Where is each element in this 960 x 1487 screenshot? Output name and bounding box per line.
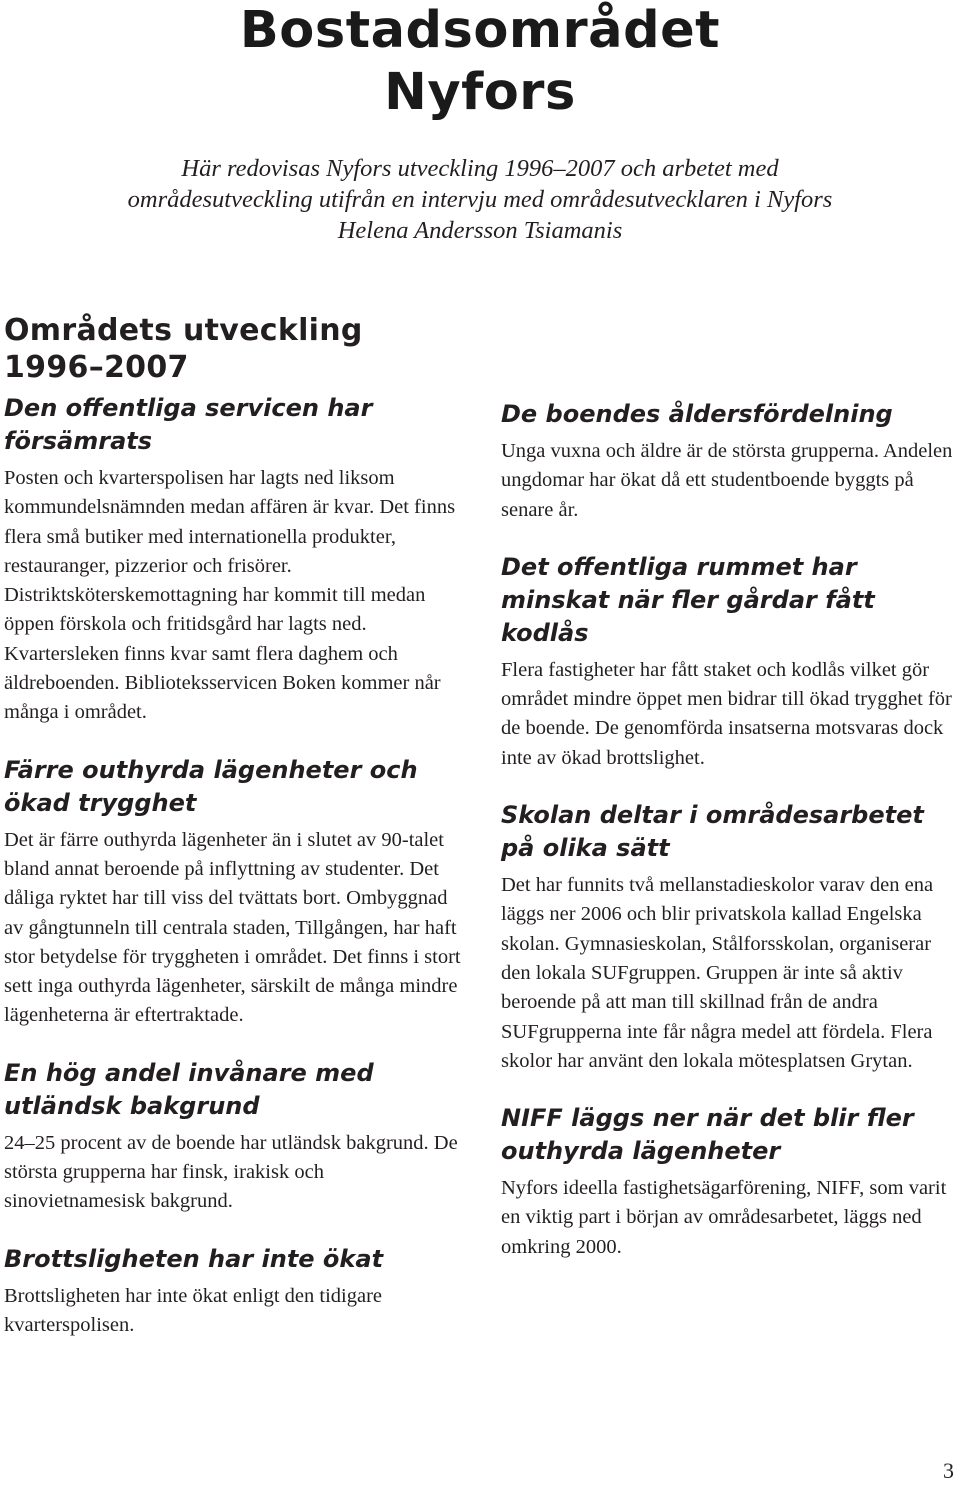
page-title-line-1: Bostadsområdet — [239, 1, 721, 60]
section-public-service — [4, 392, 470, 728]
page-title — [0, 0, 960, 124]
section-text: Brottsligheten har inte ökat enligt den tidigare kvarterspolisen. — [4, 1284, 383, 1336]
section-crime — [4, 1243, 470, 1341]
section-text: Unga vuxna och äldre är de största grupperna. Andelen ungdomar har ökat då ett studentboende byggts på senare år. — [501, 440, 953, 521]
section-text: Det är färre outhyrda lägenheter än i slutet av 90-talet bland annat beroende på inflyttning av studenter. Det dåliga ryktet har till viss del tvättats bort. Ombyggnad av gångtunneln till centrala staden, Tillgången, har haft stor betydelse för tryggheten i området. Det finns i stort sett inga outhyrda lägenheter, särskilt de många mindre lägenheterna är eftertraktade. — [4, 828, 461, 1027]
section-foreign-background — [4, 1057, 470, 1217]
section-heading: Det offentliga rummet har minskat när fler gårdar fått kodlås — [501, 552, 875, 647]
section-public-space — [501, 551, 957, 773]
intro-paragraph: Här redovisas Nyfors utveckling 1996–2007 och arbetet med områdesutveckling utifrån en intervju med områdesutvecklaren i Nyfors Helena Andersson Tsiamanis — [127, 155, 833, 244]
page-number: 3 — [943, 1458, 954, 1483]
section-heading: En hög andel invånare med utländsk bakgrund — [4, 1058, 374, 1120]
section-text: Det har funnits två mellanstadieskolor varav den ena läggs ner 2006 och blir privatskola kallad Engelska skolan. Gymnasieskolan, Stålforsskolan, organiserar den lokala SUFgruppen. Gruppen är inte så aktiv beroende på att man till skillnad från de andra SUFgrupperna inte får några medel att fördela. Flera skolor har använt den lokala mötesplatsen Grytan. — [501, 874, 934, 1072]
section-niff — [501, 1102, 957, 1262]
section-text: Flera fastigheter har fått staket och kodlås vilket gör området mindre öppet men bidrar till ökad trygghet för de boende. De genomförda insatserna motsvaras dock inte av ökad brottslighet. — [501, 658, 952, 769]
section-text: Nyfors ideella fastighetsägarförening, NIFF, som varit en viktig part i början av områdesarbetet, läggs ned omkring 2000. — [501, 1177, 947, 1258]
main-section-heading: Områdets utveckling 1996–2007 — [4, 313, 363, 385]
page-title-line-2: Nyfors — [384, 63, 576, 122]
section-school — [501, 799, 957, 1076]
section-heading: Färre outhyrda lägenheter och ökad trygghet — [4, 755, 418, 817]
section-vacant-apartments — [4, 754, 470, 1031]
section-heading: Den offentliga servicen har försämrats — [4, 394, 373, 455]
right-column — [501, 398, 957, 1288]
section-text: 24–25 procent av de boende har utländsk bakgrund. De största grupperna har finsk, irakisk och sinovietnamesisk bakgrund. — [4, 1131, 458, 1213]
left-column — [4, 312, 470, 1366]
section-heading: De boendes åldersfördelning — [501, 400, 893, 428]
section-age-distribution — [501, 398, 957, 525]
section-heading: Skolan deltar i områdesarbetet på olika sätt — [501, 801, 924, 863]
section-heading: Brottsligheten har inte ökat — [4, 1244, 384, 1273]
section-text: Posten och kvarterspolisen har lagts ned liksom kommundelsnämnden medan affären är kvar. Det finns flera små butiker med internationella produkter, restauranger, pizzerior och frisörer. Distriktsköterskemottagning har kommit till medan öppen förskola och fritidsgård har lagts ned. Kvartersleken finns kvar samt flera daghem och äldreboenden. Biblioteksservicen Boken kommer når många i området. — [4, 467, 456, 724]
section-heading: NIFF läggs ner när det blir fler outhyrda lägenheter — [501, 1104, 914, 1166]
